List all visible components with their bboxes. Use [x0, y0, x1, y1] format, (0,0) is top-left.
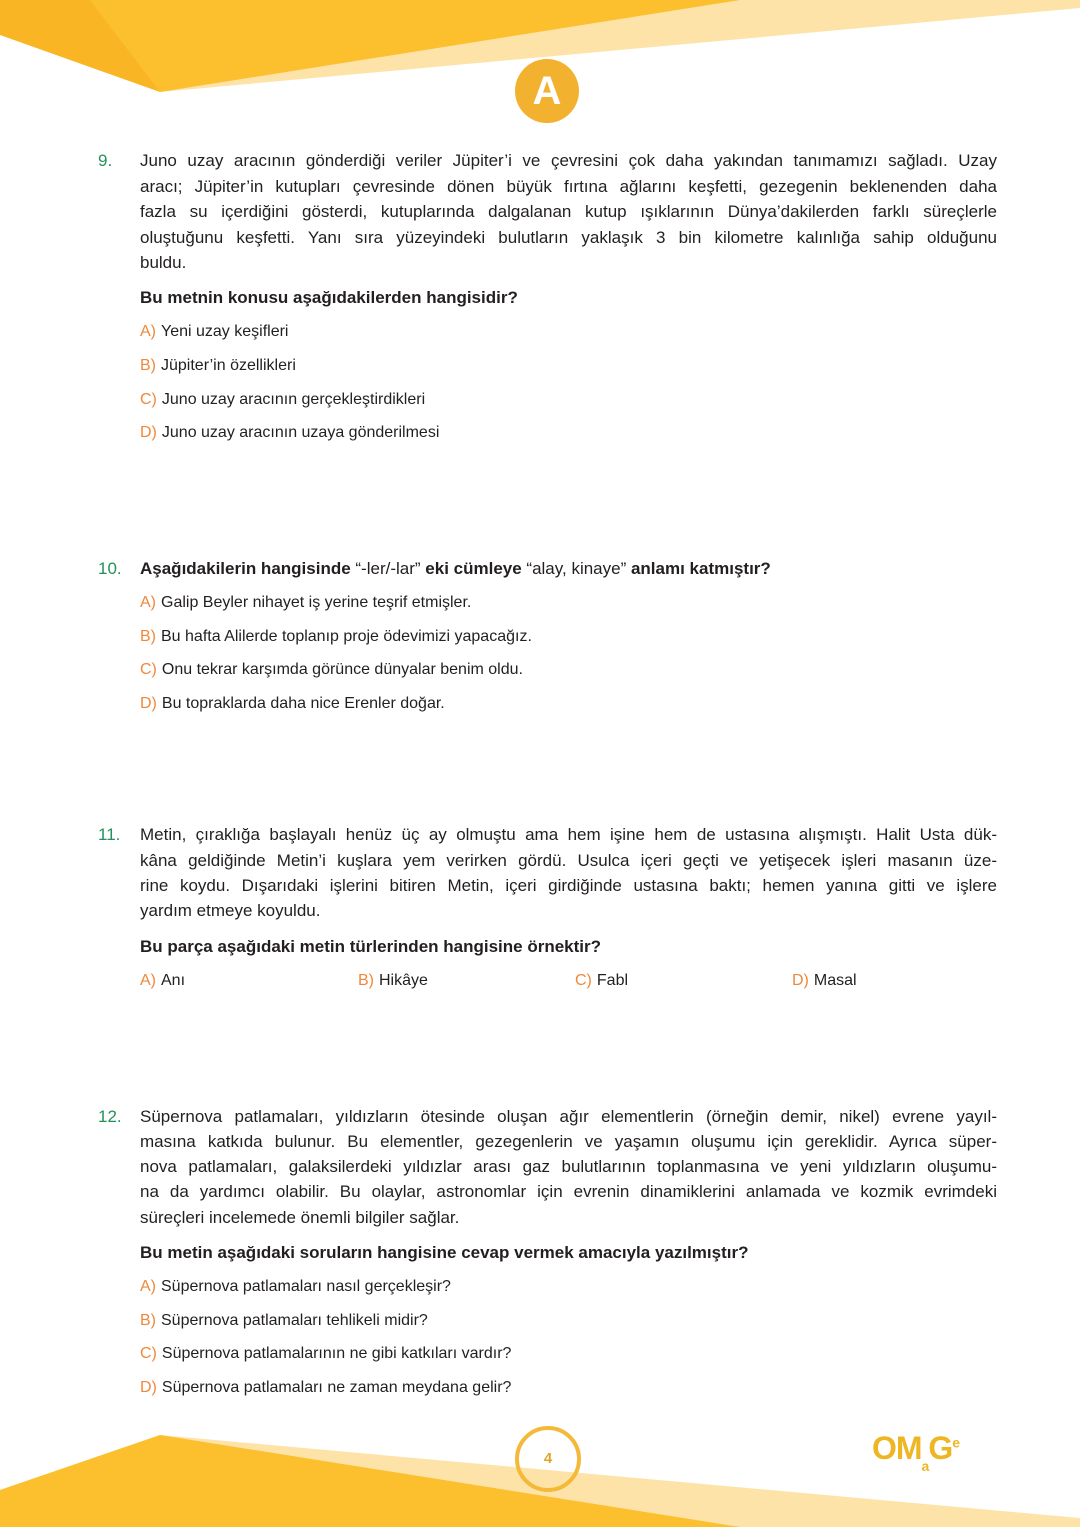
option-letter: D) — [140, 695, 157, 712]
option-b[interactable] — [140, 1308, 428, 1333]
question-text-line: kâna geldiğinde Metin’i kuşlara yem verirken gördü. Usulca içeri geçti ve yetişecek işleri masanın üze- — [140, 851, 997, 870]
prompt-part: eki cümleye — [425, 559, 522, 578]
question-prompt: Bu metnin konusu aşağıdakilerden hangisidir? — [140, 288, 518, 307]
question-text-line: buldu. — [140, 253, 187, 272]
option-letter: C) — [140, 391, 157, 408]
option-text: Fabl — [596, 972, 629, 989]
option-letter: C) — [575, 972, 592, 989]
question-text-line: yardım etmeye koyuldu. — [140, 901, 321, 920]
option-text: Galip Beyler nihayet iş yerine teşrif etmişler. — [161, 594, 472, 611]
option-text: Hikâye — [379, 972, 428, 989]
option-letter: C) — [140, 661, 157, 678]
prompt-part: “-ler/-lar” — [350, 559, 426, 578]
page-number: 4 — [515, 1426, 581, 1492]
option-letter: B) — [358, 972, 374, 989]
question-text-line: Metin, çıraklığa başlayalı henüz üç ay olmuştu ama hem işine hem de ustasına alışmıştı. Halit Usta dük- — [140, 825, 997, 844]
question-number: 10. — [98, 559, 122, 578]
question-text-line: fazla su içerdiğini gösterdi, kutuplarında dalgalanan kutup ışıklarının Dünya’dakilerden farklı süreçlerle — [140, 202, 997, 221]
question-text-line: masına katkıda bulunur. Bu elementler, gezegenlerin ve yaşamın oluşumu için gereklidir. Ayrıca süper- — [140, 1132, 997, 1151]
option-b[interactable] — [140, 353, 296, 378]
question-text-line: Juno uzay aracının gönderdiği veriler Jüpiter’i ve çevresini çok daha yakından tanımamızı sağladı. Uzay — [140, 151, 997, 170]
option-letter: B) — [140, 1312, 156, 1329]
option-letter: D) — [140, 1379, 157, 1396]
question-number: 9. — [98, 151, 113, 170]
question-text-line: nova patlamaları, galaksilerdeki yıldızlar arası gaz bulutlarının toplanmasına ve yeni yıldızların oluşumu- — [140, 1157, 997, 1176]
option-text: Bu topraklarda daha nice Erenler doğar. — [161, 695, 445, 712]
option-b[interactable] — [140, 624, 532, 649]
option-letter: B) — [140, 357, 156, 374]
option-b[interactable] — [358, 968, 428, 993]
question-number: 12. — [98, 1107, 122, 1126]
publisher-logo: $OM_aG^e$ — [872, 1430, 960, 1474]
option-a[interactable] — [140, 968, 185, 993]
option-a[interactable] — [140, 1274, 451, 1299]
question-prompt: Bu metin aşağıdaki soruların hangisine cevap vermek amacıyla yazılmıştır? — [140, 1243, 749, 1262]
option-text: Yeni uzay keşifleri — [161, 323, 289, 340]
question-text-line: oluştuğunu keşfetti. Yanı sıra yüzeyindeki bulutların yaklaşık 3 bin kilometre kalınlığa sahip olduğunu — [140, 228, 997, 247]
option-letter: A) — [140, 1278, 156, 1295]
option-c[interactable] — [140, 657, 523, 682]
question-text-line: aracı; Jüpiter’in kutupları çevresinde dönen büyük fırtına ağlarını keşfetti, gezegenin beklenenden daha — [140, 177, 997, 196]
option-text: Juno uzay aracının uzaya gönderilmesi — [161, 424, 440, 441]
question-prompt: Bu parça aşağıdaki metin türlerinden hangisine örnektir? — [140, 937, 602, 956]
option-text: Anı — [161, 972, 186, 989]
prompt-part: “alay, kinaye” — [521, 559, 631, 578]
option-letter: B) — [140, 628, 156, 645]
prompt-part: Aşağıdakilerin hangisinde — [140, 559, 351, 578]
option-c[interactable] — [140, 387, 425, 412]
option-text: Onu tekrar karşımda görünce dünyalar benim oldu. — [161, 661, 523, 678]
question-text-line: süreçleri incelemede önemli bilgiler sağlar. — [140, 1208, 460, 1227]
option-text: Süpernova patlamaları ne zaman meydana gelir? — [161, 1379, 512, 1396]
option-letter: A) — [140, 972, 156, 989]
booklet-badge: A — [515, 59, 579, 123]
option-letter: A) — [140, 594, 156, 611]
question-number: 11. — [98, 825, 121, 844]
option-text: Juno uzay aracının gerçekleştirdikleri — [161, 391, 426, 408]
prompt-part: anlamı katmıştır? — [630, 559, 771, 578]
option-letter: C) — [140, 1345, 157, 1362]
option-d[interactable] — [792, 968, 857, 993]
question-text-line: Süpernova patlamaları, yıldızların ötesinde oluşan ağır elementlerin (örneğin demir, nikel) evrene yayıl- — [140, 1107, 997, 1126]
option-text: Süpernova patlamaları nasıl gerçekleşir? — [161, 1278, 451, 1295]
option-letter: A) — [140, 323, 156, 340]
option-a[interactable] — [140, 590, 471, 615]
option-text: Süpernova patlamaları tehlikeli midir? — [161, 1312, 428, 1329]
option-letter: D) — [792, 972, 809, 989]
option-d[interactable] — [140, 1375, 511, 1400]
option-d[interactable] — [140, 420, 439, 445]
question-text-line: na da yardımcı olabilir. Bu olaylar, astronomlar için evrenin dinamiklerini anlamada ve kozmik evrimdeki — [140, 1182, 997, 1201]
option-text: Jüpiter’in özellikleri — [161, 357, 296, 374]
option-a[interactable] — [140, 319, 288, 344]
question-text-line: rine koydu. Dışarıdaki işlerini bitiren Metin, içeri girdiğinde ustasına baktı; hemen yanına gitti ve işlere — [140, 876, 997, 895]
option-letter: D) — [140, 424, 157, 441]
option-text: Bu hafta Alilerde toplanıp proje ödevimizi yapacağız. — [161, 628, 532, 645]
option-c[interactable] — [575, 968, 628, 993]
option-c[interactable] — [140, 1341, 511, 1366]
option-d[interactable] — [140, 691, 445, 716]
option-text: Masal — [813, 972, 857, 989]
question-prompt — [140, 556, 771, 581]
option-text: Süpernova patlamalarının ne gibi katkıları vardır? — [161, 1345, 512, 1362]
